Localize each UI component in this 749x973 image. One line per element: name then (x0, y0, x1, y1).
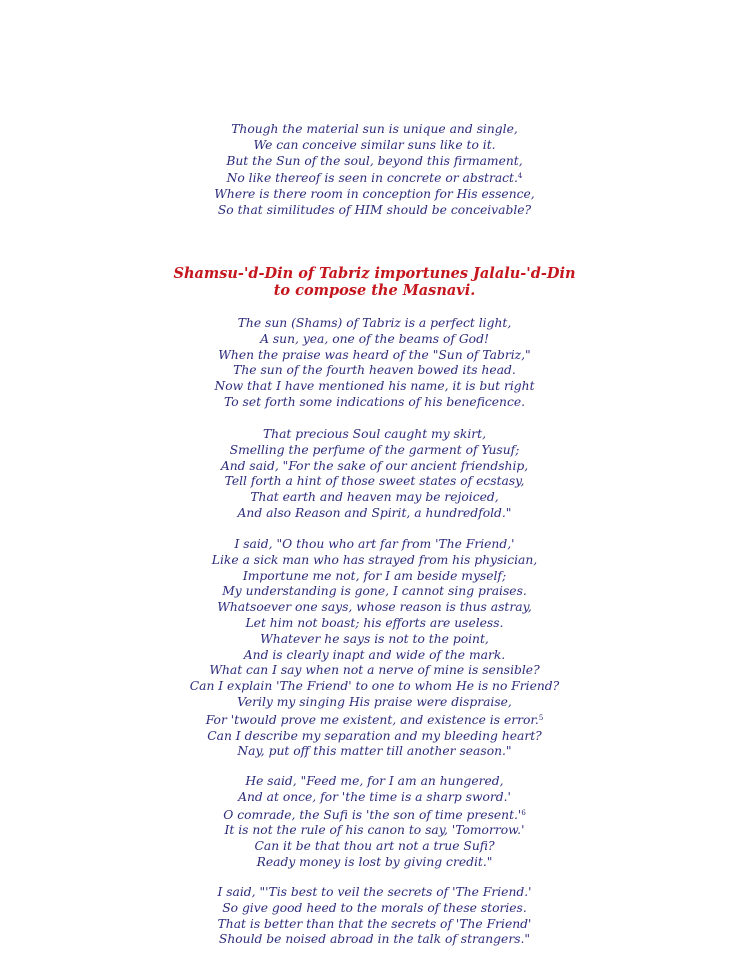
verse-line: Can I explain 'The Friend' to one to whom He is no Friend? (189, 679, 560, 694)
verse-line: Smelling the perfume of the garment of Yusuf; (229, 442, 520, 457)
verse-line: And also Reason and Spirit, a hundredfold." (237, 505, 512, 520)
verse-line: We can conceive similar suns like to it. (253, 137, 496, 152)
verse-line: Can it be that thou art not a true Sufi? (254, 839, 495, 854)
verse-line: For 'twould prove me existent, and existence is error.$^5$ (205, 712, 544, 727)
verse-line: That precious Soul caught my skirt, (262, 427, 486, 441)
verse-line: Tell forth a hint of those sweet states of ecstasy, (224, 474, 525, 489)
verse-line: I said, "O thou who art far from 'The Friend,' (234, 537, 515, 551)
verse-line: And is clearly inapt and wide of the mark. (243, 647, 506, 662)
verse-line: Where is there room in conception for His essence, (214, 187, 535, 202)
verse-line: So give good heed to the morals of these stories. (222, 900, 527, 915)
verse-line: My understanding is gone, I cannot sing praises. (222, 584, 527, 599)
verse-line: So that similitudes of HIM should be conceivable? (217, 202, 532, 217)
heading-line: to compose the Masnavi. (273, 282, 476, 299)
verse-line: And at once, for 'the time is a sharp sword.' (238, 789, 511, 804)
stanza-precious-soul (0, 427, 749, 522)
verse-line: Though the material sun is unique and single, (231, 122, 518, 136)
verse-line: Whatsoever one says, whose reason is thus astray, (217, 600, 532, 615)
section-heading (0, 265, 749, 299)
footnote-marker: 5 (538, 713, 544, 722)
verse-line: No like thereof is seen in concrete or abstract.$^4$ (226, 171, 523, 186)
verse-line: He said, "Feed me, for I am an hungered, (245, 774, 504, 788)
footnote-marker: 6 (521, 808, 526, 817)
verse-line: But the Sun of the soul, beyond this firmament, (226, 153, 523, 168)
verse-line: A sun, yea, one of the beams of God! (260, 331, 489, 346)
verse-line: Whatever he says is not to the point, (260, 631, 489, 646)
stanza-i-said (0, 537, 749, 760)
verse-line: Now that I have mentioned his name, it is but right (214, 379, 535, 394)
verse-line: O comrade, the Sufi is 'the son of time present.'$^6$ (223, 807, 526, 822)
verse-line: The sun of the fourth heaven bowed its head. (233, 363, 516, 378)
verse-line: And said, "For the sake of our ancient friendship, (220, 458, 529, 473)
verse-line: It is not the rule of his canon to say, 'Tomorrow.' (224, 823, 525, 838)
heading-line: Shamsu-'d-Din of Tabriz importunes Jalalu-'d-Din (173, 265, 576, 282)
verse-line: I said, "'Tis best to veil the secrets of 'The Friend.' (217, 885, 532, 899)
verse-line: When the praise was heard of the "Sun of Tabriz," (218, 347, 531, 362)
verse-line: Importune me not, for I am beside myself; (242, 568, 507, 583)
stanza-feed-me (0, 774, 749, 871)
verse-line: Can I describe my separation and my bleeding heart? (207, 728, 542, 743)
verse-line: That earth and heaven may be rejoiced, (250, 490, 499, 505)
verse-line: Like a sick man who has strayed from his physician, (211, 552, 538, 567)
verse-line: Verily my singing His praise were dispraise, (237, 694, 512, 709)
verse-line: What can I say when not a nerve of mine is sensible? (209, 663, 540, 678)
verse-line: Let him not boast; his efforts are useless. (245, 615, 504, 630)
verse-line: To set forth some indications of his beneficence. (223, 394, 526, 409)
stanza-sun-of-soul (0, 122, 749, 219)
verse-line: That is better than that the secrets of 'The Friend' (217, 916, 532, 931)
verse-line: Nay, put off this matter till another season." (237, 744, 512, 759)
verse-line: Ready money is lost by giving credit." (256, 854, 493, 869)
stanza-sun-of-tabriz (0, 316, 749, 411)
verse-line: Should be noised abroad in the talk of strangers." (218, 932, 531, 947)
verse-line: The sun (Shams) of Tabriz is a perfect light, (237, 316, 512, 330)
stanza-veil-secrets (0, 885, 749, 948)
footnote-marker: 4 (517, 172, 523, 181)
